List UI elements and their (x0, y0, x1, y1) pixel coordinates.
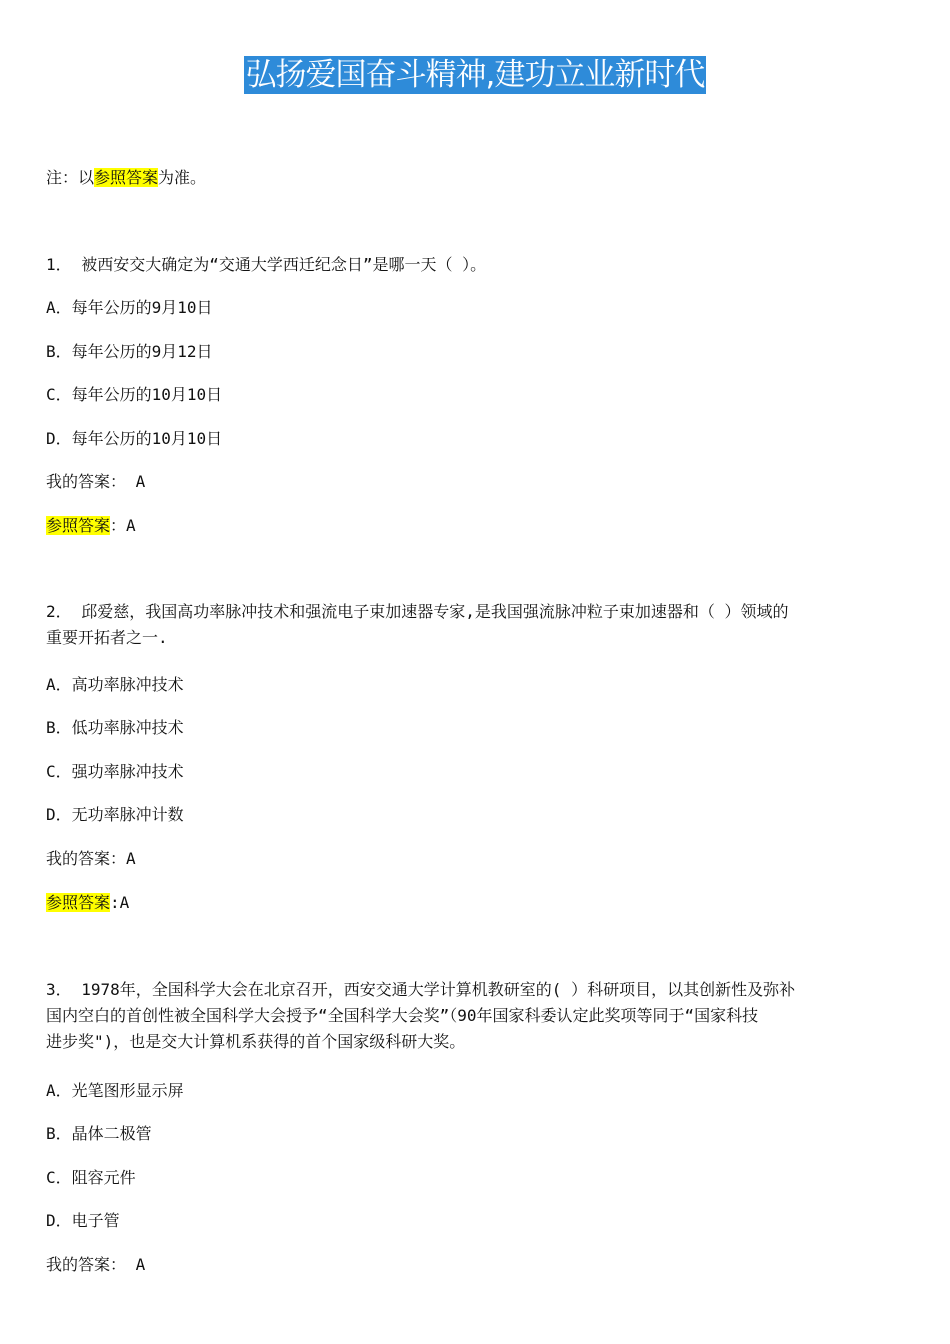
reference-answer-label: 参照答案 (46, 893, 111, 912)
question-1-stem: 1． 被西安交大确定为“交通大学西迁纪念日”是哪一天（ ）。 (46, 255, 487, 274)
reference-answer-value: ：A (110, 516, 136, 535)
question-1-option-c: C．每年公历的10月10日 (46, 385, 223, 404)
question-3-stem (46, 977, 908, 1055)
question-2-stem-line-1: 2． 邱爱慈，我国高功率脉冲技术和强流电子束加速器专家,是我国强流脉冲粒子束加速器和（ ）领域的 (46, 602, 789, 621)
question-1-option-d: D．每年公历的10月10日 (46, 429, 223, 448)
note-prefix: 注：以 (46, 168, 95, 187)
question-2-stem-line-2: 重要开拓者之一. (46, 628, 168, 647)
reference-answer-label: 参照答案 (46, 516, 111, 535)
question-1-reference-answer (46, 514, 136, 538)
question-1-option-b: B．每年公历的9月12日 (46, 342, 213, 361)
question-3-option-c: C．阻容元件 (46, 1168, 136, 1187)
question-2-option-d: D．无功率脉冲计数 (46, 805, 184, 824)
reference-answer-value: :A (110, 893, 130, 912)
question-2-option-a: A．高功率脉冲技术 (46, 675, 184, 694)
question-3-option-a: A．光笔图形显示屏 (46, 1081, 184, 1100)
question-3-option-d: D．电子管 (46, 1211, 120, 1230)
question-1-option-a: A．每年公历的9月10日 (46, 298, 213, 317)
question-1-my-answer: 我的答案： A (46, 472, 146, 491)
question-3-stem-line-3: 进步奖")，也是交大计算机系获得的首个国家级科研大奖。 (46, 1032, 466, 1051)
question-2-reference-answer (46, 891, 129, 915)
question-3-stem-line-1: 3． 1978年，全国科学大会在北京召开，西安交通大学计算机教研室的( ）科研项目，以其创新性及弥补 (46, 980, 796, 999)
title-container (0, 56, 950, 94)
question-3-my-answer: 我的答案： A (46, 1255, 146, 1274)
question-2-my-answer: 我的答案：A (46, 849, 136, 868)
question-3-stem-line-2: 国内空白的首创性被全国科学大会授予“全国科学大会奖”（90年国家科委认定此奖项等同于“国家科技 (46, 1006, 759, 1025)
question-2-stem (46, 599, 908, 651)
note-suffix: 为准。 (158, 168, 207, 187)
question-2-option-b: B．低功率脉冲技术 (46, 718, 184, 737)
question-3-option-b: B．晶体二极管 (46, 1124, 152, 1143)
question-2-option-c: C．强功率脉冲技术 (46, 762, 184, 781)
note-highlight: 参照答案 (94, 168, 159, 187)
page-title: 弘扬爱国奋斗精神,建功立业新时代 (245, 57, 705, 93)
note-line (46, 166, 206, 190)
